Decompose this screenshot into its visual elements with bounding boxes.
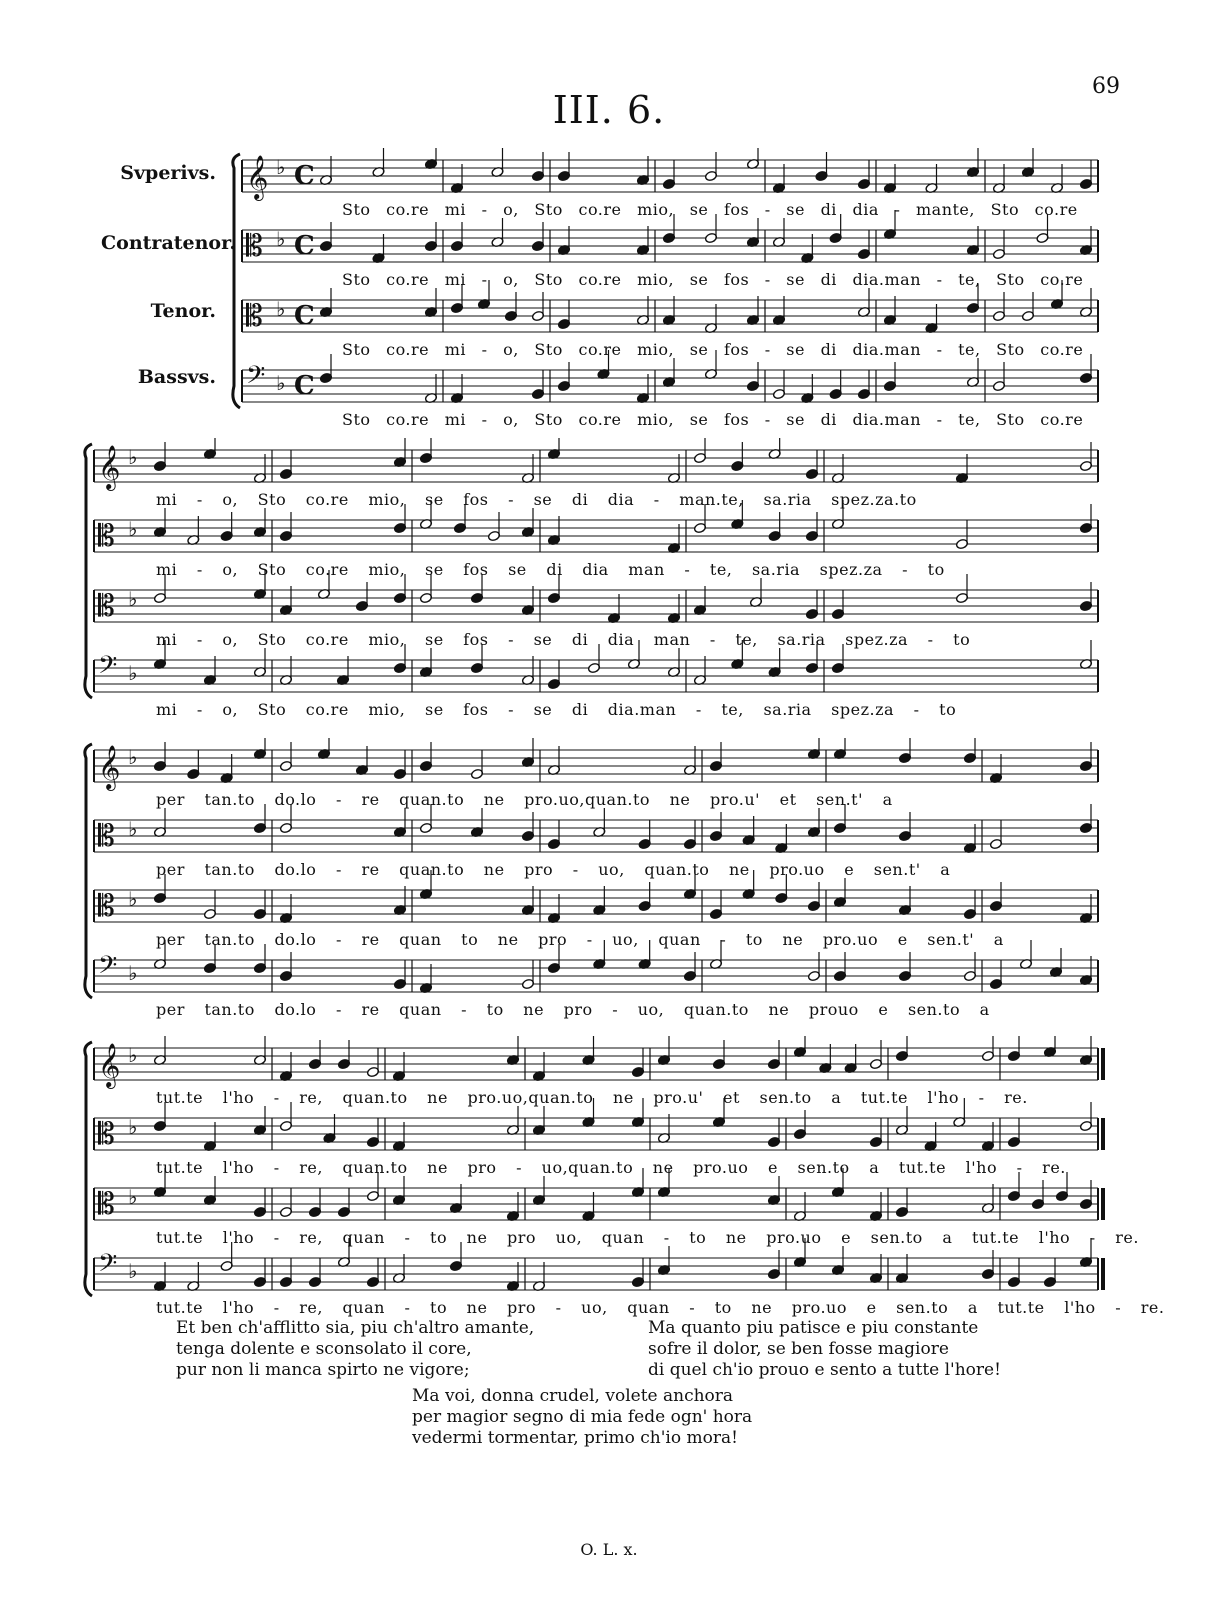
verse-line: di quel ch'io prouo e sento a tutte l'hore! [648,1360,1001,1380]
flat-icon: ♭ [128,1043,138,1067]
treble-clef-icon: 𝄞 [246,155,269,199]
common-time-icon: C [294,231,315,261]
flat-icon: ♭ [276,227,286,251]
voice-label-contratenor: Contratenor. [101,232,236,254]
lyric-line: mi - o, Sto co.re mio, se fos - se di dia - man.te, sa.ria spez.za.to [156,490,917,509]
lyric-line: per tan.to do.lo - re quan.to ne pro - uo, quan.to ne pro.uo e sen.t' a [156,860,951,879]
flat-icon: ♭ [128,961,138,985]
verse-line: pur non li manca spirto ne vigore; [176,1360,470,1380]
lyric-line: mi - o, Sto co.re mio, se fos - se di dia man - te, sa.ria spez.za - to [156,630,971,649]
flat-icon: ♭ [128,887,138,911]
verse-left [176,1318,534,1381]
c-clef-icon: 𝄡 [98,889,115,924]
flat-icon: ♭ [276,155,286,179]
system-bracket [85,744,92,998]
lyric-line: mi - o, Sto co.re mio, se fos se di dia man - te, sa.ria spez.za - to [156,560,945,579]
verse-line: sofre il dolor, se ben fosse magiore [648,1339,949,1359]
common-time-icon: C [294,371,315,401]
lyric-line: per tan.to do.lo - re quan - to ne pro - uo, quan.to ne prouo e sen.to a [156,1000,990,1019]
bass-clef-icon: 𝄢 [98,651,118,686]
verse-center [412,1386,752,1449]
lyric-line: Sto co.re mi - o, Sto co.re mio, se fos - se di dia - mante, Sto co.re [342,200,1078,219]
common-time-icon: C [294,161,315,191]
verse-line: vedermi tormentar, primo ch'io mora! [412,1428,738,1448]
flat-icon: ♭ [128,817,138,841]
lyric-line: tut.te l'ho - re, quan.to ne pro.uo,quan.to ne pro.u' et sen.to a tut.te l'ho - re. [156,1088,1028,1107]
treble-clef-icon: 𝄞 [98,445,121,489]
lyric-line: mi - o, Sto co.re mio, se fos - se di dia.man - te, sa.ria spez.za - to [156,700,957,719]
c-clef-icon: 𝄡 [98,819,115,854]
flat-icon: ♭ [128,661,138,685]
c-clef-icon: 𝄡 [98,519,115,554]
lyric-line: Sto co.re mi - o, Sto co.re mio, se fos - se di dia.man - te, Sto co.re [342,270,1084,289]
lyric-line: tut.te l'ho - re, quan - to ne pro - uo, quan - to ne pro.uo e sen.to a tut.te l'ho - re. [156,1298,1165,1317]
treble-clef-icon: 𝄞 [98,1043,121,1087]
flat-icon: ♭ [276,297,286,321]
bass-clef-icon: 𝄢 [246,361,266,396]
verse-line: Ma quanto piu patisce e piu constante [648,1318,979,1338]
c-clef-icon: 𝄡 [98,1117,115,1152]
flat-icon: ♭ [128,1185,138,1209]
lyric-line: per tan.to do.lo - re quan to ne pro - uo, quan - to ne pro.uo e sen.t' a [156,930,1004,949]
flat-icon: ♭ [128,587,138,611]
flat-icon: ♭ [128,1115,138,1139]
c-clef-icon: 𝄡 [98,1187,115,1222]
source-reference: O. L. x. [580,1540,638,1559]
voice-label-bassus: Bassvs. [137,366,216,388]
flat-icon: ♭ [276,371,286,395]
lyric-line: per tan.to do.lo - re quan.to ne pro.uo,quan.to ne pro.u' et sen.t' a [156,790,893,809]
verse-line: tenga dolente e sconsolato il core, [176,1339,472,1359]
lyric-line: tut.te l'ho - re, quan - to ne pro uo, quan - to ne pro.uo e sen.to a tut.te l'ho - re. [156,1228,1139,1247]
verse-line: Et ben ch'afflitto sia, piu ch'altro amante, [176,1318,535,1338]
voice-label-superius: Svperivs. [120,162,216,184]
bass-clef-icon: 𝄢 [98,951,118,986]
flat-icon: ♭ [128,517,138,541]
system-bracket [85,444,92,698]
lyric-line: Sto co.re mi - o, Sto co.re mio, se fos - se di dia.man - te, Sto co.re [342,410,1084,429]
flat-icon: ♭ [128,445,138,469]
lyric-line: Sto co.re mi - o, Sto co.re mio, se fos - se di dia.man - te, Sto co.re [342,340,1084,359]
system-bracket [233,154,240,408]
bass-clef-icon: 𝄢 [98,1249,118,1284]
voice-label-tenor: Tenor. [150,300,216,322]
verse-line: per magior segno di mia fede ogn' hora [412,1407,753,1427]
verse-line: Ma voi, donna crudel, volete anchora [412,1386,734,1406]
system-bracket [85,1042,92,1296]
page-number: 69 [1092,74,1120,99]
verse-right [648,1318,1001,1381]
c-clef-icon: 𝄡 [246,299,263,334]
common-time-icon: C [294,301,315,331]
lyric-line: tut.te l'ho - re, quan.to ne pro - uo,quan.to ne pro.uo e sen.to a tut.te l'ho - re. [156,1158,1066,1177]
page-title: III. 6. [552,88,666,132]
flat-icon: ♭ [128,745,138,769]
treble-clef-icon: 𝄞 [98,745,121,789]
flat-icon: ♭ [128,1259,138,1283]
c-clef-icon: 𝄡 [246,229,263,264]
c-clef-icon: 𝄡 [98,589,115,624]
